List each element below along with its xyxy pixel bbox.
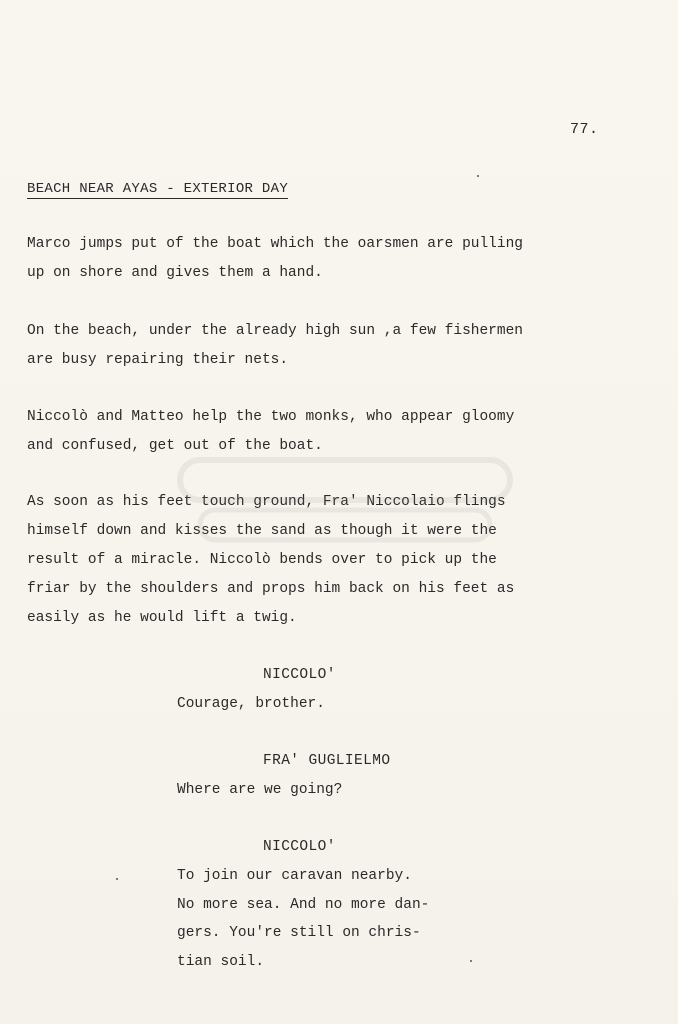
character-name: FRA' GUGLIELMO <box>263 753 391 769</box>
action-line: are busy repairing their nets. <box>27 352 289 368</box>
action-paragraph <box>27 317 627 375</box>
dialogue-block <box>177 776 342 805</box>
character-name: NICCOLO' <box>263 839 336 855</box>
scene-heading: BEACH NEAR AYAS - EXTERIOR DAY <box>27 181 289 197</box>
action-line: himself down and kisses the sand as though it were the <box>27 523 497 539</box>
dialogue-line: No more sea. And no more dan- <box>177 896 430 913</box>
action-line: easily as he would lift a twig. <box>27 610 297 626</box>
dialogue-line: Courage, brother. <box>177 696 325 712</box>
action-line: On the beach, under the already high sun ,a few fishermen <box>27 323 523 339</box>
dialogue-line: tian soil. <box>177 953 265 970</box>
watermark-graphic <box>170 440 520 560</box>
dialogue-line: gers. You're still on chris- <box>177 925 421 941</box>
action-line: As soon as his feet touch ground, Fra' Niccolaio flings <box>27 494 506 510</box>
page-number: 77. <box>570 121 599 138</box>
character-name: NICCOLO' <box>263 667 336 683</box>
action-line: friar by the shoulders and props him back on his feet as <box>27 581 515 597</box>
action-paragraph <box>27 230 627 288</box>
dialogue-block <box>177 690 325 719</box>
dialogue-line: To join our caravan nearby. <box>177 868 412 884</box>
paper-speck <box>116 878 118 880</box>
action-line: Niccolò and Matteo help the two monks, who appear gloomy <box>27 409 515 425</box>
dialogue-block <box>177 862 429 976</box>
action-line: and confused, get out of the boat. <box>27 438 323 454</box>
dialogue-line: Where are we going? <box>177 782 343 798</box>
action-line: Marco jumps put of the boat which the oarsmen are pulling <box>27 236 523 252</box>
paper-speck <box>470 960 472 962</box>
action-line: result of a miracle. Niccolò bends over to pick up the <box>27 552 497 568</box>
paper-speck <box>477 175 479 177</box>
action-line: up on shore and gives them a hand. <box>27 265 323 281</box>
